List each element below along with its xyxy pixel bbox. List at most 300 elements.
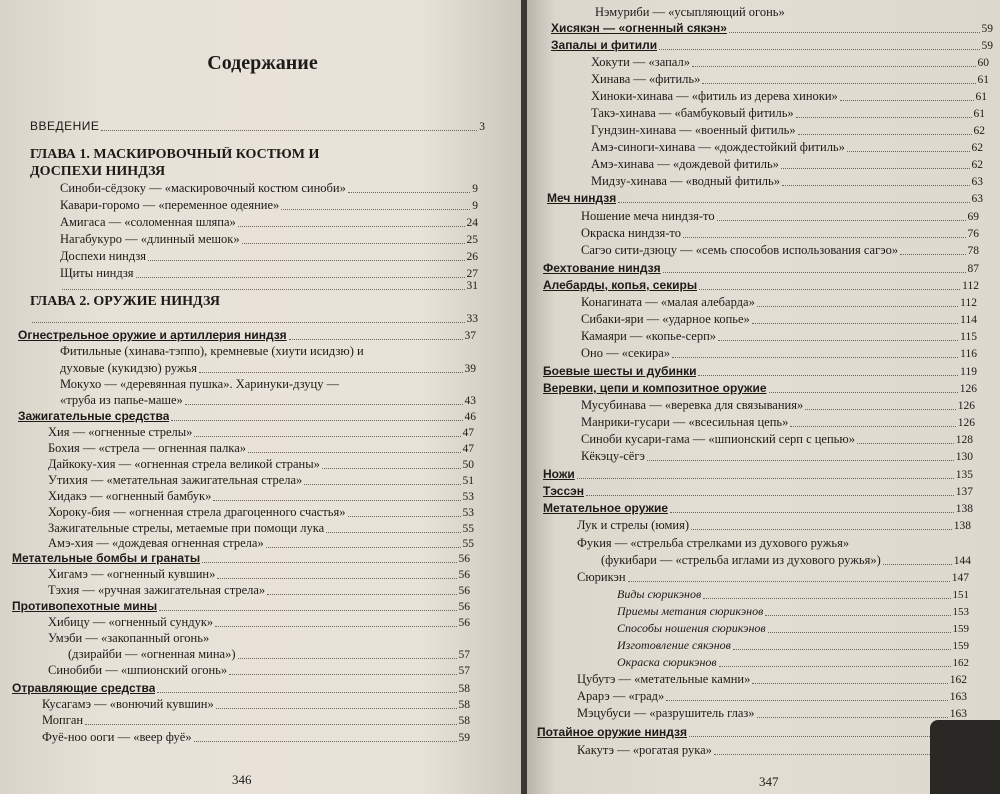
left-toc-entry	[48, 662, 470, 679]
toc-entry-title: Фуё-ноо ооги — «веер фуё»	[42, 730, 192, 744]
toc-entry-title: Противопехотные мины	[12, 599, 158, 613]
toc-entry-page: 37	[464, 330, 476, 342]
left-toc-entry	[48, 582, 470, 599]
toc-entry-title: Хибицу — «огненный сундук»	[48, 615, 214, 629]
right-toc-entry	[595, 4, 997, 20]
dot-leader	[659, 48, 979, 50]
toc-entry-page: 69	[967, 211, 979, 223]
dot-leader	[216, 707, 457, 709]
left-toc-entry	[42, 729, 470, 746]
dot-leader	[666, 699, 947, 701]
toc-entry-title: Метательное оружие	[543, 501, 669, 515]
dot-leader	[85, 723, 456, 725]
dot-leader	[281, 208, 470, 210]
right-toc-entry	[581, 448, 973, 465]
right-toc-entry	[591, 105, 985, 122]
dot-leader	[781, 167, 970, 169]
left-toc-entry	[48, 630, 470, 646]
dot-leader	[689, 735, 948, 737]
toc-entry-title: Окраска сюрикэнов	[617, 655, 717, 669]
toc-entry-title: Кавари-горомо — «переменное одеяние»	[60, 198, 280, 212]
toc-entry-page: 58	[458, 683, 470, 695]
left-toc-entry	[48, 456, 474, 473]
toc-entry-title: Веревки, цепи и композитное оружие	[543, 381, 767, 395]
toc-entry-title: Сибаки-яри — «ударное копье»	[581, 312, 750, 326]
left-toc-entry	[60, 376, 476, 392]
dot-leader	[304, 483, 460, 485]
toc-entry-title: Мусубинава — «веревка для связывания»	[581, 398, 804, 412]
dot-leader	[691, 528, 952, 530]
dot-leader	[159, 609, 456, 611]
dot-leader	[769, 391, 958, 393]
toc-entry-title: Синоби кусари-гама — «шпионский серп с цепью»	[581, 432, 855, 446]
dot-leader	[752, 682, 947, 684]
right-toc-entry	[581, 311, 977, 328]
dot-leader	[194, 435, 460, 437]
toc-entry-title: Какутэ — «рогатая рука»	[577, 743, 712, 757]
toc-entry-page: 31	[466, 280, 478, 292]
toc-entry-page: 62	[971, 159, 983, 171]
toc-entry-title: Метательные бомбы и гранаты	[12, 551, 201, 565]
toc-entry-page: 126	[957, 400, 975, 412]
toc-entry-page: 114	[960, 314, 977, 326]
dot-leader	[202, 561, 456, 563]
right-toc-entry	[591, 54, 989, 71]
toc-entry-title: Хинава — «фитиль»	[591, 72, 701, 86]
toc-entry-page: 59	[981, 23, 993, 35]
left-toc-entry	[60, 214, 478, 231]
right-toc-entry	[543, 500, 973, 517]
right-toc-entry	[577, 688, 967, 705]
dot-leader	[194, 740, 457, 742]
toc-entry-page: 112	[962, 280, 979, 292]
toc-entry-title: Амэ-синоги-хинава — «дождестойкий фитиль»	[591, 140, 845, 154]
toc-entry-title: Фукия — «стрельба стрелками из духового ружья»	[577, 536, 850, 550]
toc-entry-title: Оно — «секира»	[581, 346, 671, 360]
toc-entry-page: 126	[957, 417, 975, 429]
toc-entry-title: ВВЕДЕНИЕ	[30, 119, 100, 133]
right-toc-entry	[577, 569, 969, 586]
right-toc-entry	[617, 654, 969, 671]
left-toc-entry	[18, 327, 476, 344]
dot-leader	[322, 467, 461, 469]
toc-entry-title: ГЛАВА 2. ОРУЖИЕ НИНДЗЯ	[30, 294, 220, 309]
dot-leader	[765, 614, 950, 616]
dot-leader	[718, 339, 958, 341]
left-toc-entry	[48, 566, 470, 583]
toc-entry-title: Кусагамэ — «вонючий кувшин»	[42, 697, 214, 711]
left-toc-entry	[12, 550, 470, 567]
toc-entry-page: 59	[458, 732, 470, 744]
toc-entry-page: 3	[479, 121, 485, 133]
right-toc-entry	[581, 345, 977, 362]
right-toc-entry	[577, 671, 967, 688]
toc-entry-title: Боевые шесты и дубинки	[543, 364, 697, 378]
toc-entry-title: Амигаса — «соломенная шляпа»	[60, 215, 236, 229]
dot-leader	[714, 753, 948, 755]
dot-leader	[698, 374, 958, 376]
toc-entry-title: Амэ-хия — «дождевая огненная стрела»	[48, 536, 264, 550]
dot-leader	[217, 577, 456, 579]
dot-leader	[348, 515, 461, 517]
dot-leader	[647, 459, 954, 461]
dot-leader	[215, 625, 456, 627]
toc-entry-page: 25	[466, 234, 478, 246]
toc-entry-title: Сюрикэн	[577, 570, 626, 584]
right-toc-entry	[543, 277, 979, 294]
toc-entry-title: Синобиби — «шпионский огонь»	[48, 663, 228, 677]
left-toc-entry	[30, 311, 478, 327]
dot-leader	[101, 129, 477, 131]
dot-leader	[703, 597, 950, 599]
toc-entry-title: Арарэ — «град»	[577, 689, 665, 703]
toc-entry-page: 78	[967, 245, 979, 257]
toc-entry-title: Мэцубуси — «разрушитель глаз»	[577, 706, 755, 720]
toc-entry-title: Сагэо сити-дзюцу — «семь способов использования сагэо»	[581, 243, 899, 257]
toc-entry-page: 57	[458, 665, 470, 677]
right-toc-entry	[581, 397, 975, 414]
left-toc-entry	[12, 680, 470, 697]
right-toc-entry	[577, 742, 967, 759]
right-toc-entry	[591, 173, 983, 190]
dot-leader	[242, 242, 465, 244]
right-toc-entry	[581, 208, 979, 225]
toc-entry-title: духовые (кукидзю) ружья	[60, 361, 198, 375]
toc-entry-title: Приемы метания сюрикэнов	[617, 604, 764, 618]
toc-entry-title: Утихия — «метательная зажигательная стрела»	[48, 473, 303, 487]
right-toc-entry	[617, 603, 969, 620]
toc-entry-title: Гундзин-хинава — «военный фитиль»	[591, 123, 796, 137]
right-toc-entry	[601, 552, 971, 569]
dot-leader	[757, 716, 948, 718]
toc-entry-title: Мокухо — «деревянная пушка». Харинуки-дзуцу —	[60, 377, 340, 391]
toc-entry-page: 119	[960, 366, 977, 378]
toc-entry-page: 116	[960, 348, 977, 360]
toc-entry-page: 62	[973, 125, 985, 137]
toc-entry-title: Нагабукуро — «длинный мешок»	[60, 232, 240, 246]
toc-entry-page: 162	[949, 674, 967, 686]
toc-entry-page: 130	[955, 451, 973, 463]
left-toc-entry	[48, 424, 474, 441]
dot-leader	[699, 288, 960, 290]
dot-leader	[717, 219, 966, 221]
right-toc-entry	[591, 156, 983, 173]
dot-leader	[683, 236, 966, 238]
toc-entry-page: 162	[952, 657, 969, 669]
toc-entry-page: 138	[955, 503, 973, 515]
toc-entry-page: 53	[462, 491, 474, 503]
toc-entry-title: Зажигательные средства	[18, 409, 170, 423]
toc-entry-page: 39	[464, 363, 476, 375]
dot-leader	[733, 648, 951, 650]
left-toc-entry	[12, 598, 470, 615]
toc-entry-title: Хидакэ — «огненный бамбук»	[48, 489, 212, 503]
dot-leader	[238, 657, 457, 659]
dot-leader	[348, 191, 470, 193]
right-toc-entry	[617, 586, 969, 603]
toc-entry-title: Хокути — «запал»	[591, 55, 690, 69]
dot-leader	[229, 673, 456, 675]
right-toc-entry	[581, 294, 977, 311]
toc-entry-page: 135	[955, 469, 973, 481]
toc-entry-page: 163	[949, 691, 967, 703]
dot-leader	[171, 419, 462, 421]
dot-leader	[768, 631, 951, 633]
toc-entry-page: 63	[971, 193, 983, 205]
right-toc-entry	[581, 225, 979, 242]
right-toc-entry	[581, 414, 975, 431]
dot-leader	[199, 371, 462, 373]
toc-entry-title: Мидзу-хинава — «водный фитиль»	[591, 174, 780, 188]
right-toc-entry	[591, 122, 985, 139]
toc-entry-page: 57	[458, 649, 470, 661]
toc-entry-page: 56	[458, 569, 470, 581]
dot-leader	[326, 531, 460, 533]
dot-leader	[248, 451, 461, 453]
toc-entry-page: 159	[952, 640, 969, 652]
toc-entry-title: Отравляющие средства	[12, 681, 156, 695]
left-toc-entry	[48, 440, 474, 457]
right-toc-entry	[577, 705, 967, 722]
toc-entry-title: ГЛАВА 1. МАСКИРОВОЧНЫЙ КОСТЮМ И	[30, 147, 320, 162]
dot-leader	[148, 259, 464, 261]
toc-entry-title: Цубутэ — «метательные камни»	[577, 672, 751, 686]
toc-entry-page: 76	[967, 228, 979, 240]
dot-leader	[618, 201, 969, 203]
toc-entry-title: Хия — «огненные стрелы»	[48, 425, 193, 439]
toc-entry-page: 151	[952, 589, 969, 601]
toc-entry-page: 144	[953, 555, 971, 567]
dot-leader	[670, 511, 954, 513]
watermark: www.ay.by	[946, 779, 994, 790]
toc-entry-page: 56	[458, 601, 470, 613]
right-toc-entry	[543, 380, 977, 397]
right-toc-entry	[581, 242, 979, 259]
dot-leader	[805, 408, 956, 410]
right-toc-entry	[551, 37, 993, 54]
toc-entry-title: Умэби — «закопанный огонь»	[48, 631, 210, 645]
page-number-right: 347	[759, 774, 779, 789]
toc-entry-page: 51	[462, 475, 474, 487]
toc-entry-page: 61	[977, 74, 989, 86]
dot-leader	[757, 305, 958, 307]
left-toc-entry	[60, 278, 478, 294]
toc-entry-page: 60	[977, 57, 989, 69]
toc-entry-title: Нэмуриби — «усыпляющий огонь»	[595, 5, 785, 19]
dot-leader	[628, 580, 950, 582]
right-toc-entry	[543, 260, 979, 277]
toc-entry-page: 33	[466, 313, 478, 325]
toc-entry-page: 115	[960, 331, 977, 343]
right-toc-entry	[577, 517, 971, 534]
toc-entry-page: 163	[949, 708, 967, 720]
toc-entry-title: Потайное оружие ниндзя	[537, 725, 687, 739]
toc-entry-page: 59	[981, 40, 993, 52]
toc-entry-page: 126	[959, 383, 977, 395]
toc-entry-page: 56	[458, 617, 470, 629]
toc-entry-page: 24	[466, 217, 478, 229]
toc-entry-page: 112	[960, 297, 977, 309]
right-toc-entry	[543, 363, 977, 380]
toc-entry-page: 27	[466, 268, 478, 280]
toc-entry-title: Дайкоку-хия — «огненная стрела великой страны»	[48, 457, 320, 471]
toc-entry-page: 43	[464, 395, 476, 407]
dot-leader	[883, 563, 952, 565]
left-toc-entry	[60, 180, 478, 197]
right-toc-entry	[547, 190, 983, 207]
toc-entry-page: 53	[462, 507, 474, 519]
toc-entry-page: 159	[952, 623, 969, 635]
toc-entry-page: 55	[462, 538, 474, 550]
toc-entry-page: 58	[458, 715, 470, 727]
toc-entry-title: Алебарды, копья, секиры	[543, 278, 698, 292]
left-toc-entry	[48, 504, 474, 521]
toc-entry-title: Мопган	[42, 713, 84, 727]
left-toc-entry	[30, 294, 485, 310]
toc-entry-page: 153	[952, 606, 969, 618]
dot-leader	[62, 288, 465, 290]
toc-entry-page: 138	[953, 520, 971, 532]
left-toc-entry	[30, 118, 485, 135]
left-toc-entry	[42, 696, 470, 713]
left-toc-entry	[68, 646, 470, 663]
toc-entry-page: 9	[472, 200, 478, 212]
dot-leader	[238, 225, 465, 227]
toc-entry-title: Такэ-хинава — «бамбуковый фитиль»	[591, 106, 794, 120]
dot-leader	[857, 442, 954, 444]
left-toc-entry	[42, 712, 470, 729]
toc-entry-title: «труба из папье-маше»	[60, 393, 183, 407]
toc-entry-page: 61	[973, 108, 985, 120]
toc-entry-page: 26	[466, 251, 478, 263]
left-toc-entry	[60, 360, 476, 377]
toc-entry-title: Лук и стрелы (юмия)	[577, 518, 689, 532]
toc-entry-title: Меч ниндзя	[547, 191, 617, 205]
toc-entry-page: 46	[464, 411, 476, 423]
toc-entry-page: 137	[955, 486, 973, 498]
toc-entry-page: 56	[458, 553, 470, 565]
right-toc-entry	[581, 431, 973, 448]
toc-entry-title: ДОСПЕХИ НИНДЗЯ	[30, 164, 166, 179]
right-toc-entry	[591, 71, 989, 88]
dot-leader	[586, 494, 954, 496]
toc-entry-title: Манрики-гусари — «всесильная цепь»	[581, 415, 789, 429]
dot-leader	[729, 31, 980, 33]
dot-leader	[32, 321, 465, 323]
toc-entry-title: Щиты ниндзя	[60, 266, 134, 280]
dot-leader	[719, 665, 951, 667]
right-toc-entry	[577, 535, 971, 551]
dot-leader	[782, 184, 970, 186]
toc-entry-title: Синоби-сёдзоку — «маскировочный костюм синоби»	[60, 181, 346, 195]
right-toc-entry	[551, 20, 993, 37]
toc-entry-page: 61	[975, 91, 987, 103]
toc-entry-title: Ножи	[543, 467, 575, 481]
toc-entry-title: Хиноки-хинава — «фитиль из дерева хиноки»	[591, 89, 838, 103]
toc-entry-page: 50	[462, 459, 474, 471]
right-toc-entry	[617, 620, 969, 637]
left-toc-entry	[60, 231, 478, 248]
toc-entry-title: Виды сюрикэнов	[617, 587, 702, 601]
toc-entry-page: 47	[462, 427, 474, 439]
toc-entry-title: Ношение меча ниндзя-то	[581, 209, 715, 223]
toc-entry-title: Кёкэцу-сёгэ	[581, 449, 645, 463]
toc-entry-title: Окраска ниндзя-то	[581, 226, 681, 240]
left-toc-entry	[30, 164, 485, 180]
dot-leader	[577, 477, 954, 479]
toc-entry-title: Хигамэ — «огненный кувшин»	[48, 567, 216, 581]
dot-leader	[267, 593, 456, 595]
dot-leader	[900, 253, 965, 255]
dot-leader	[840, 99, 974, 101]
toc-entry-title: Огнестрельное оружие и артиллерия ниндзя	[18, 328, 287, 342]
toc-entry-title: Конагината — «малая алебарда»	[581, 295, 755, 309]
toc-title: Содержание	[207, 52, 318, 74]
toc-entry-title: Фитильные (хинава-тэппо), кремневые (хиути исидзю) и	[60, 344, 364, 358]
left-toc-entry	[60, 392, 476, 409]
toc-entry-page: 62	[971, 142, 983, 154]
toc-entry-page: 9	[472, 183, 478, 195]
toc-entry-title: Хороку-бия — «огненная стрела драгоценного счастья»	[48, 505, 346, 519]
right-toc-entry	[617, 637, 969, 654]
right-toc-entry	[591, 88, 987, 105]
toc-entry-page: 55	[462, 523, 474, 535]
toc-entry-title: Изготовление сякэнов	[617, 638, 731, 652]
dot-leader	[289, 338, 463, 340]
dot-leader	[796, 116, 972, 118]
dot-leader	[752, 322, 958, 324]
toc-entry-page: 47	[462, 443, 474, 455]
toc-entry-title: Тэхия — «ручная зажигательная стрела»	[48, 583, 266, 597]
left-toc-entry	[60, 343, 476, 359]
toc-entry-page: 58	[458, 699, 470, 711]
dot-leader	[663, 271, 966, 273]
toc-entry-title: Способы ношения сюрикэнов	[617, 621, 766, 635]
right-page	[527, 0, 1000, 794]
toc-entry-title: (дзирайби — «огненная мина»)	[68, 647, 236, 661]
toc-entry-title: Тэссэн	[543, 484, 585, 498]
dot-leader	[798, 133, 972, 135]
toc-entry-title: Амэ-хинава — «дождевой фитиль»	[591, 157, 779, 171]
dot-leader	[185, 403, 463, 405]
left-toc-entry	[60, 248, 478, 265]
toc-entry-title: Хисякэн — «огненный сякэн»	[551, 21, 727, 35]
left-toc-entry	[48, 472, 474, 489]
left-toc-entry	[48, 488, 474, 505]
toc-entry-title: Бохия — «стрела — огненная палка»	[48, 441, 246, 455]
page-number-left: 346	[232, 772, 252, 787]
left-toc-entry	[30, 147, 485, 163]
right-toc-entry	[543, 483, 973, 500]
toc-entry-page: 63	[971, 176, 983, 188]
dot-leader	[266, 546, 461, 548]
toc-entry-page: 128	[955, 434, 973, 446]
left-toc-entry	[18, 408, 476, 425]
right-toc-entry	[543, 466, 973, 483]
right-toc-entry	[581, 328, 977, 345]
dot-leader	[157, 691, 456, 693]
toc-entry-page: 56	[458, 585, 470, 597]
dot-leader	[672, 356, 958, 358]
toc-entry-title: Доспехи ниндзя	[60, 249, 147, 263]
toc-entry-page: 147	[951, 572, 969, 584]
dot-leader	[213, 499, 460, 501]
toc-entry-title: (фукибари — «стрельба иглами из духового ружья»)	[601, 553, 881, 567]
right-toc-entry	[537, 724, 967, 741]
dot-leader	[702, 82, 975, 84]
toc-entry-title: Фехтование ниндзя	[543, 261, 661, 275]
right-toc-entry	[591, 139, 983, 156]
